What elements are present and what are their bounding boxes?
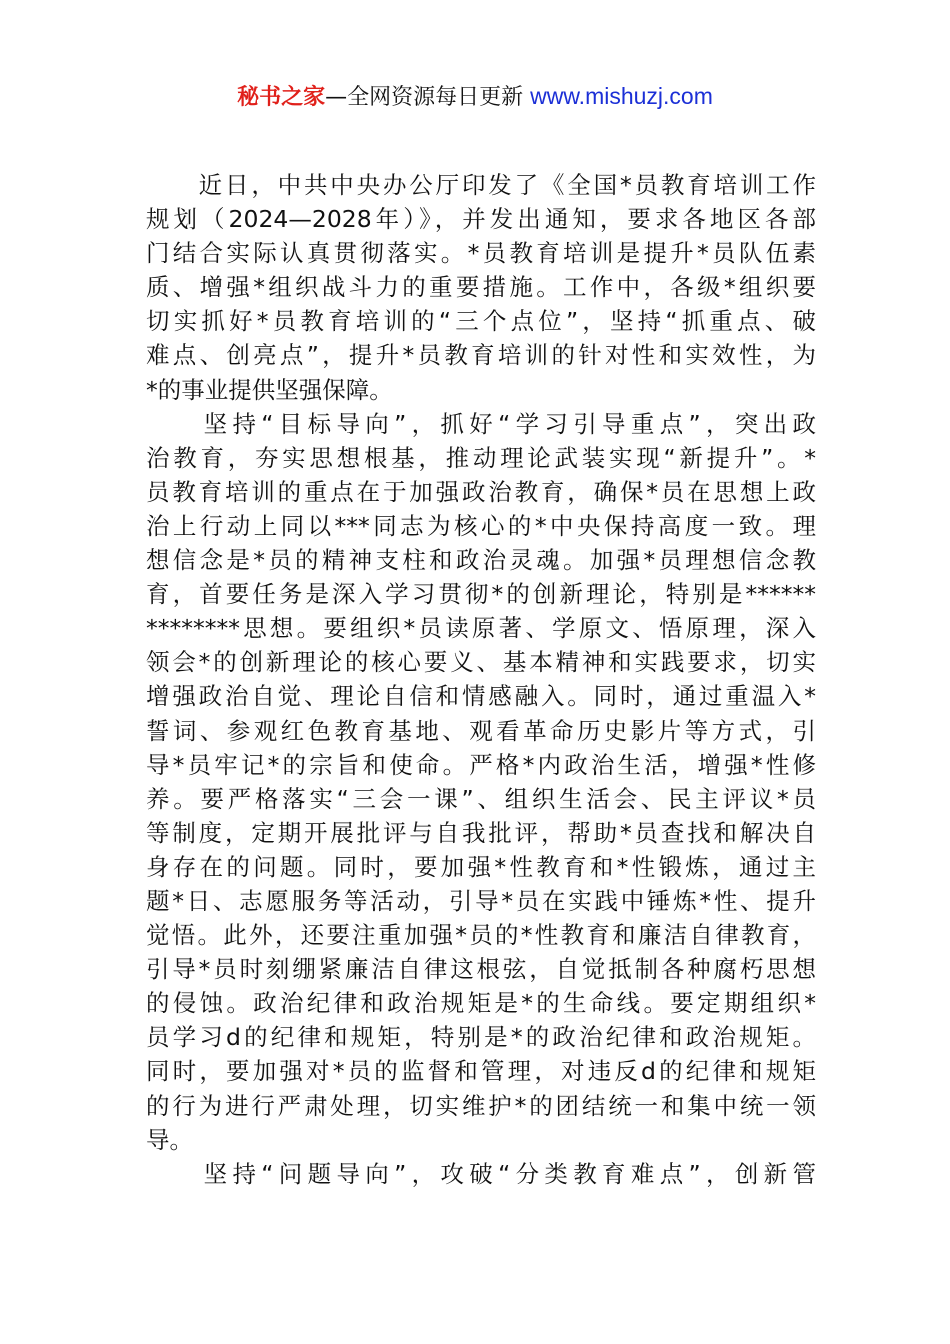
text-line: 治上行动上同以***同志为核心的*中央保持高度一致。理	[146, 511, 816, 540]
site-brand: 秘书之家	[237, 85, 326, 110]
document-body	[146, 168, 816, 1191]
text-line: 坚持“问题导向”，攻破“分类教育难点”，创新管	[146, 1159, 816, 1188]
text-line: 员学习d的纪律和规矩，特别是*的政治纪律和政治规矩。	[146, 1023, 816, 1052]
text-line: 治教育，夯实思想根基，推动理论武装实现“新提升”。*	[146, 443, 816, 472]
text-line: 质、增强*组织战斗力的重要措施。工作中，各级*组织要	[146, 273, 816, 302]
text-line: 觉悟。此外，还要注重加强*员的*性教育和廉洁自律教育，	[146, 921, 816, 950]
text-line: 难点、创亮点”，提升*员教育培训的针对性和实效性，为	[146, 341, 816, 370]
text-line: 誓词、参观红色教育基地、观看革命历史影片等方式，引	[146, 716, 816, 745]
text-line: 的侵蚀。政治纪律和政治规矩是*的生命线。要定期组织*	[146, 989, 816, 1018]
site-url[interactable]: www.mishuzj.com	[530, 83, 713, 109]
text-line: 切实抓好*员教育培训的“三个点位”，坚持“抓重点、破	[146, 307, 816, 336]
text-line: 养。要严格落实“三会一课”、组织生活会、民主评议*员	[146, 784, 816, 813]
text-line: 育，首要任务是深入学习贯彻*的创新理论，特别是******	[146, 580, 816, 609]
text-line: 导。	[146, 1125, 193, 1154]
text-line: 想信念是*员的精神支柱和政治灵魂。加强*员理想信念教	[146, 546, 816, 575]
text-line: ********思想。要组织*员读原著、学原文、悟原理，深入	[146, 614, 816, 643]
text-line: 领会*的创新理论的核心要义、基本精神和实践要求，切实	[146, 648, 816, 677]
text-line: 员教育培训的重点在于加强政治教育，确保*员在思想上政	[146, 477, 816, 506]
text-line: 坚持“目标导向”，抓好“学习引导重点”，突出政	[146, 409, 816, 438]
text-line: 规划（2024—2028年）》，并发出通知，要求各地区各部	[146, 205, 816, 234]
text-line: *的事业提供坚强保障。	[146, 375, 393, 404]
text-line: 身存在的问题。同时，要加强*性教育和*性锻炼，通过主	[146, 852, 816, 881]
text-line: 的行为进行严肃处理，切实维护*的团结统一和集中统一领	[146, 1091, 816, 1120]
text-line: 同时，要加强对*员的监督和管理，对违反d的纪律和规矩	[146, 1057, 816, 1086]
text-line: 近日，中共中央办公厅印发了《全国*员教育培训工作	[146, 171, 816, 199]
text-line: 引导*员时刻绷紧廉洁自律这根弦，自觉抵制各种腐朽思想	[146, 955, 816, 984]
text-line: 题*日、志愿服务等活动，引导*员在实践中锤炼*性、提升	[146, 886, 816, 915]
text-line: 导*员牢记*的宗旨和使命。严格*内政治生活，增强*性修	[146, 750, 816, 779]
text-line: 等制度，定期开展批评与自我批评，帮助*员查找和解决自	[146, 818, 816, 847]
text-line: 增强政治自觉、理论自信和情感融入。同时，通过重温入*	[146, 682, 816, 711]
text-line: 门结合实际认真贯彻落实。*员教育培训是提升*员队伍素	[146, 239, 816, 268]
site-header	[0, 80, 950, 114]
site-tagline: —全网资源每日更新	[325, 85, 531, 110]
